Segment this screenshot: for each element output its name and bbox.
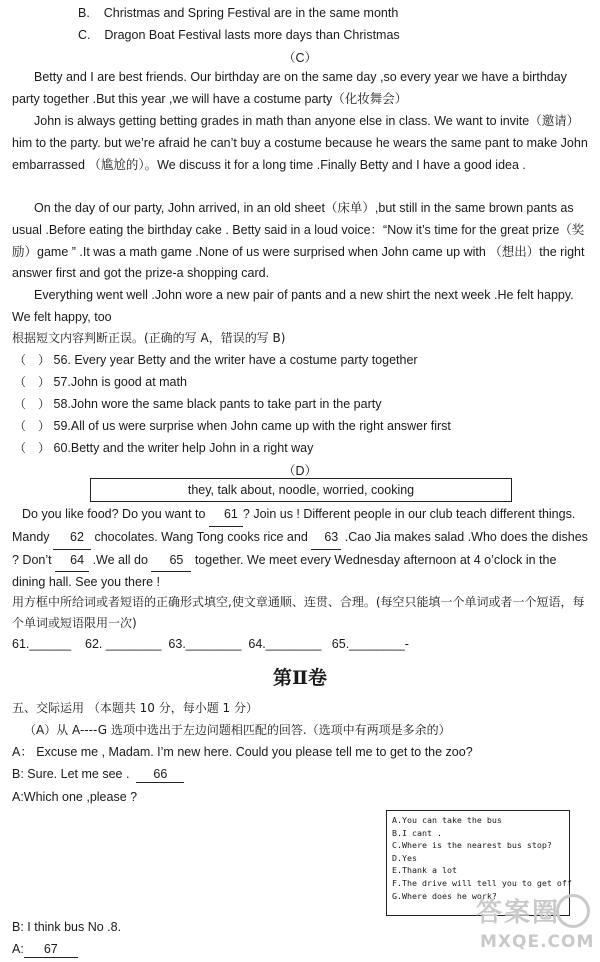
blank-61[interactable]: 61 — [209, 504, 243, 527]
answer-blank-63[interactable]: 63.________ — [168, 637, 242, 651]
question-text: 60.Betty and the writer help John in a right way — [53, 441, 314, 455]
blank-67[interactable]: 67 — [24, 941, 78, 958]
passage-paragraph-4: Everything went well .John wore a new pair of pants and a new shirt the next week .He felt happy. We felt happy, too — [12, 288, 574, 324]
option-c — [78, 27, 400, 43]
dialogue-text: A: — [12, 942, 24, 956]
answer-bracket: （ ） — [14, 375, 51, 389]
answer-option-c: C.Where is the nearest bus stop? — [392, 840, 552, 851]
dialogue-line-2 — [12, 766, 184, 783]
dialogue-line-3: A:Which one ,please ? — [12, 790, 138, 804]
blank-64[interactable]: 64 — [55, 550, 89, 573]
answer-bracket: （ ） — [14, 441, 51, 455]
section-d-heading: （D） — [282, 464, 318, 478]
watermark-url: MXQE.COM — [480, 932, 595, 952]
passage-paragraph-3: On the day of our party, John arrived, in an old sheet（床单）,but still in the same brown pants as usual .Before eating the birthday cake . Betty said in a loud voice：“Now it’s time for the great prize（奖励）game ” .It was a math game .None of us were surprised when John came up with （想出）the right answer first and got the prize-a shopping card. — [12, 201, 585, 281]
watermark-text: 答案圈 — [476, 898, 561, 928]
question-text: 57.John is good at math — [53, 375, 187, 389]
answer-option-b: B.I cant . — [392, 827, 442, 838]
blank-65[interactable]: 65 — [151, 550, 191, 573]
question-text: 56. Every year Betty and the writer have a costume party together — [53, 353, 418, 367]
option-b — [78, 5, 398, 21]
option-text: Christmas and Spring Festival are in the same month — [103, 6, 399, 20]
question-text: 59.All of us were surprise when John came up with the right answer first — [53, 419, 451, 433]
answer-blank-row — [12, 636, 409, 652]
dialogue-line-4: B: I think bus No .8. — [12, 920, 122, 934]
option-text: Dragon Boat Festival lasts more days than Christmas — [104, 28, 400, 42]
question-56 — [14, 352, 418, 368]
passage-text: .Cao Jia makes salad .Who does the dishes ? Don’t — [12, 529, 588, 567]
judgement-instruction: 根据短文内容判断正误。(正确的写 A，错误的写 B) — [12, 331, 286, 345]
passage-text: .We all do — [89, 552, 152, 567]
dialogue-text: B: Sure. Let me see . — [12, 767, 130, 781]
passage-text: Do you like food? Do you want to — [22, 507, 209, 521]
question-57 — [14, 374, 187, 390]
option-letter: B. — [78, 6, 90, 20]
dialogue-line-5 — [12, 941, 78, 958]
answer-bracket: （ ） — [14, 397, 51, 411]
cloze-passage — [12, 504, 590, 594]
passage-text: together. We meet every Wednesday afternoon at 4 o’clock in the dining hall. See you there ! — [12, 552, 557, 590]
passage-text: chocolates. Wang Tong cooks rice and — [91, 529, 312, 544]
answer-blank-64[interactable]: 64.________ — [248, 637, 322, 651]
answer-options-box — [386, 810, 570, 916]
answer-option-f: F.The drive will tell you to get off — [392, 877, 572, 888]
question-60 — [14, 440, 313, 456]
blank-66[interactable]: 66 — [136, 766, 184, 783]
question-text: 58.John wore the same black pants to take part in the party — [53, 397, 382, 411]
answer-option-g: G.Where does he work? — [392, 890, 497, 901]
passage-text: ? Join us ! Different people in our club teach different things. Mandy — [12, 507, 576, 544]
answer-option-d: D.Yes — [392, 852, 417, 863]
blank-63[interactable]: 63 — [311, 527, 341, 550]
answer-blank-62[interactable]: 62. ________ — [85, 637, 162, 651]
option-letter: C. — [78, 28, 91, 42]
answer-option-a: A.You can take the bus — [392, 815, 502, 825]
answer-blank-65[interactable]: 65.________- — [331, 637, 409, 651]
question-59 — [14, 418, 451, 434]
section-five-heading: 五、交际运用 （本题共 10 分，每小题 1 分） — [12, 701, 258, 715]
question-58 — [14, 396, 381, 412]
passage-paragraph-2: John is always getting betting grades in math than anyone else in class. We want to invite（邀请）him to the party. but we’re afraid he can’t buy a costume because he wears the same pant to make John embarrassed （尴尬的）。We discuss it for a long time .Finally Betty and I have a good idea . — [12, 114, 588, 172]
matching-instruction: （A）从 A----G 选项中选出于左边问题相匹配的回答.（选项中有两项是多余的） — [24, 723, 451, 737]
blank-62[interactable]: 62 — [53, 527, 91, 550]
answer-option-e: E.Thank a lot — [392, 865, 457, 876]
part-two-title: 第Ⅱ卷 — [272, 667, 327, 689]
answer-bracket: （ ） — [14, 419, 51, 433]
section-c-heading: （C） — [282, 51, 318, 65]
word-box: they, talk about, noodle, worried, cooking — [90, 478, 512, 502]
answer-blank-61[interactable]: 61.______ — [12, 637, 72, 651]
dialogue-line-1: A： Excuse me , Madam. I’m new here. Could you please tell me to get to the zoo? — [12, 745, 473, 759]
answer-bracket: （ ） — [14, 353, 51, 367]
cloze-instruction: 用方框中所给词或者短语的正确形式填空,使文章通顺、连贯、合理。(每空只能填一个单词或者一个短语，每个单词或短语限用一次) — [12, 595, 585, 630]
passage-paragraph-1: Betty and I are best friends. Our birthday are on the same day ,so every year we have a birthday party together .But this year ,we will have a costume party（化妆舞会） — [12, 70, 567, 106]
